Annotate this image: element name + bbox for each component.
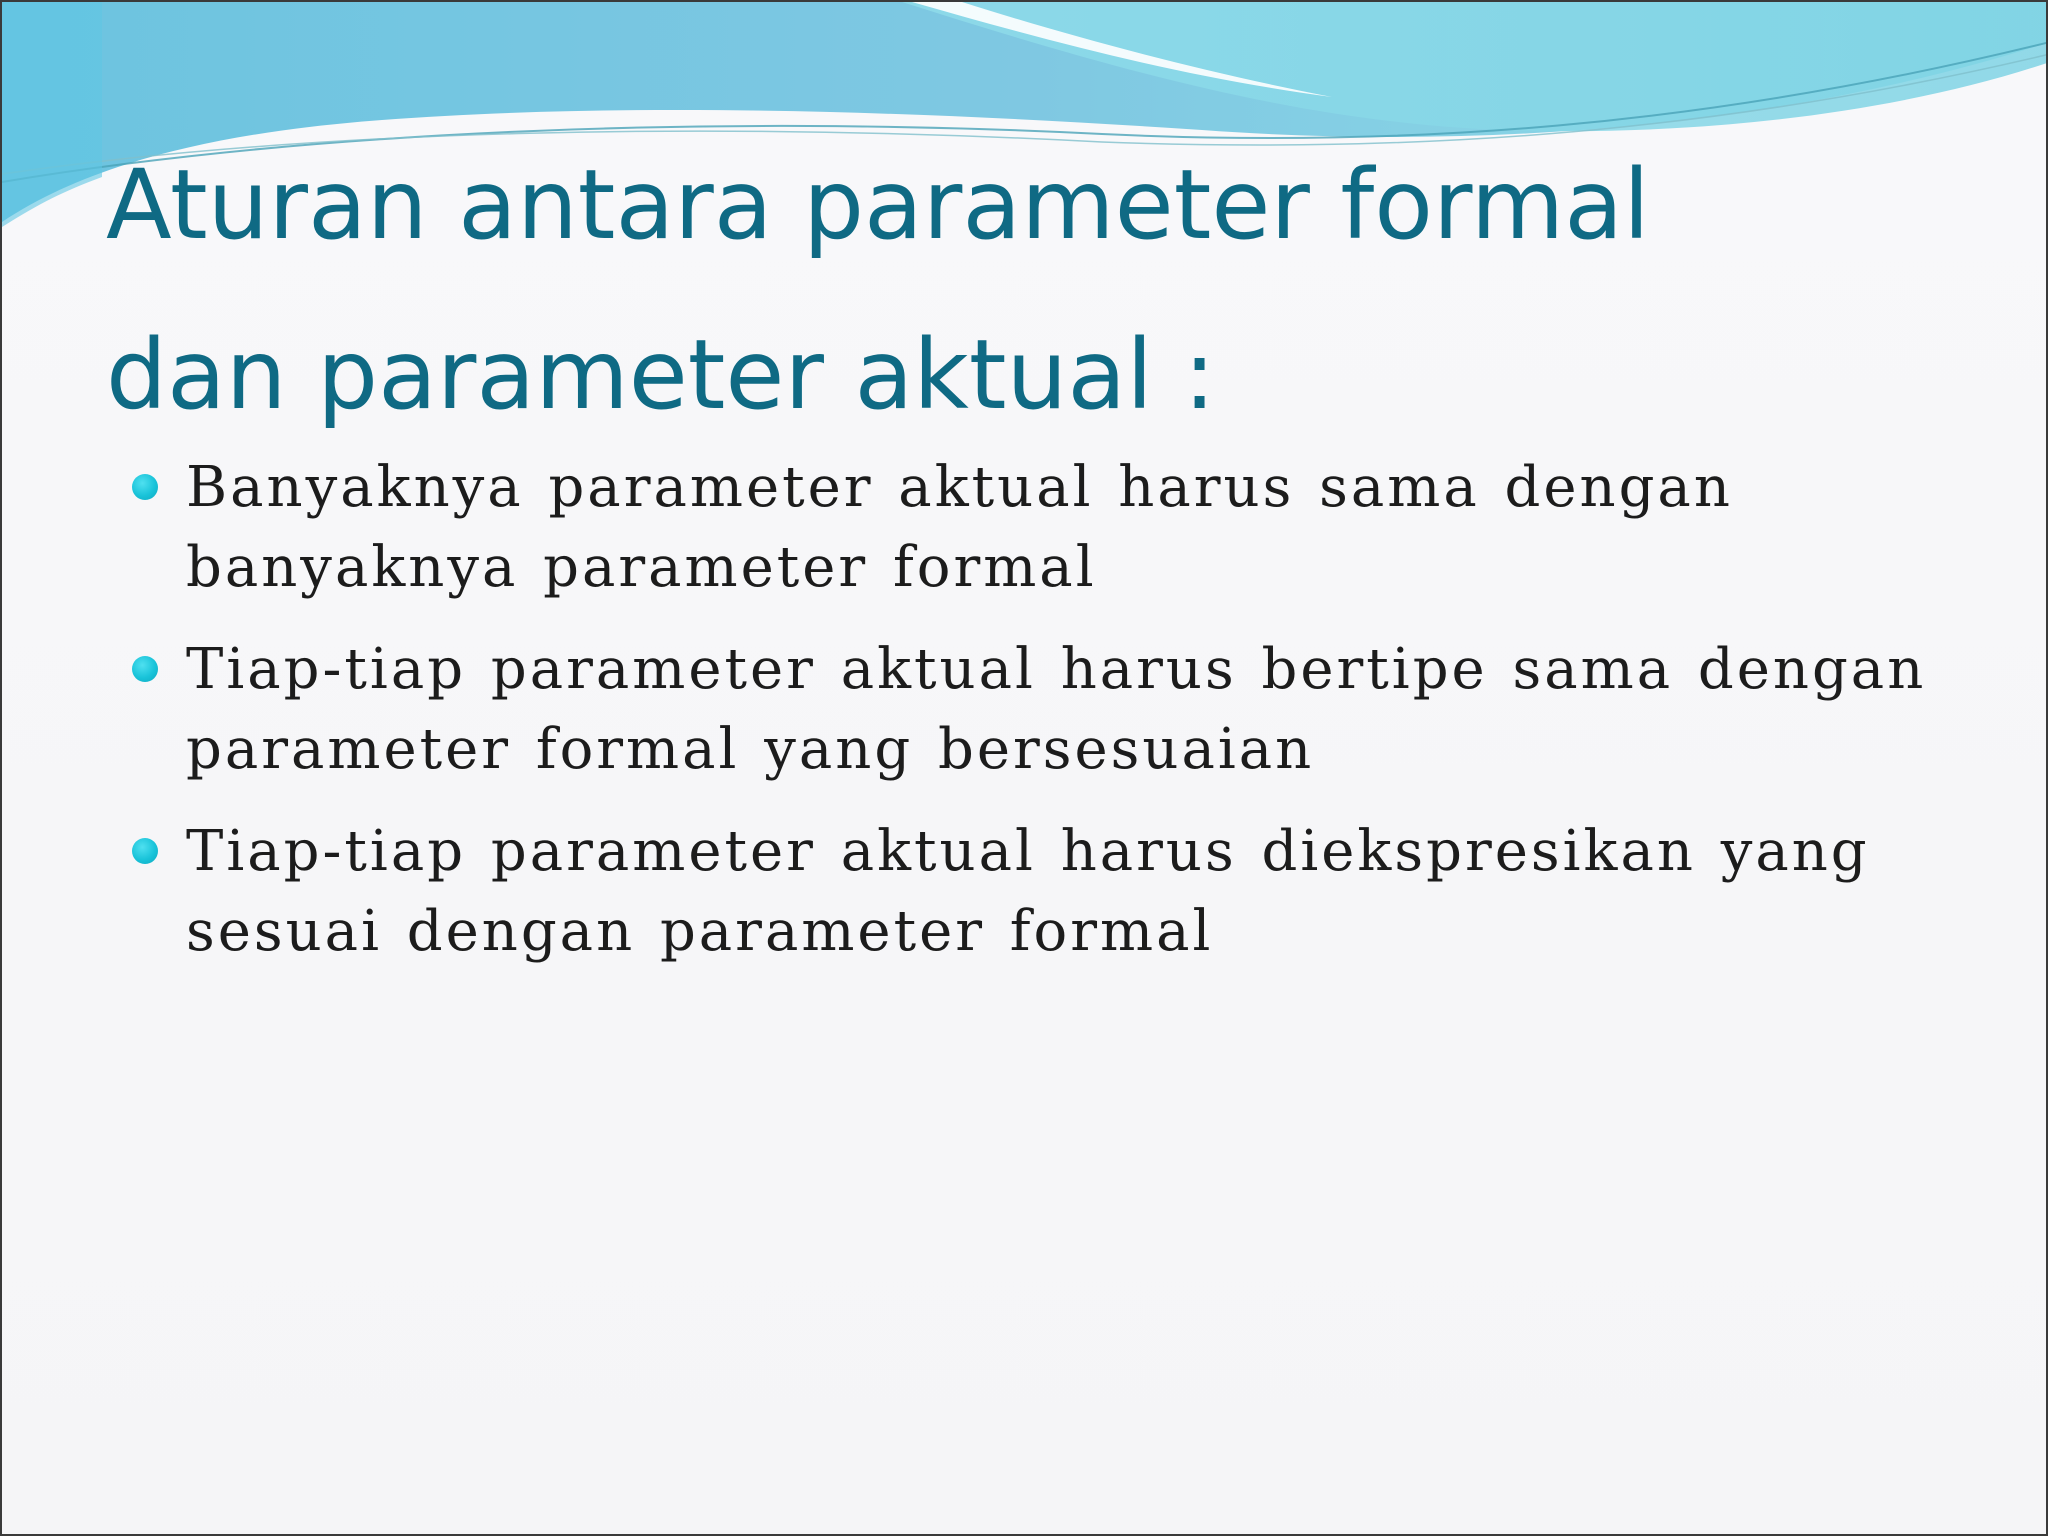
bullet-text-3a: Tiap-tiap parameter aktual harus diekspresikan yang — [186, 819, 1870, 884]
bullet-text-2b: parameter formal yang bersesuaian — [186, 717, 1315, 782]
bullet-item-2 — [128, 630, 1928, 790]
bullet-item-3 — [128, 812, 1928, 972]
bullet-dot-icon — [132, 474, 158, 500]
bullet-dot-icon — [132, 838, 158, 864]
bullet-text-1a: Banyaknya parameter aktual harus sama dengan — [186, 455, 1733, 520]
slide-title — [106, 120, 1966, 460]
bullet-list — [128, 448, 1928, 994]
slide-title-line2: dan parameter aktual : — [106, 319, 1216, 431]
bullet-text-1b: banyaknya parameter formal — [186, 535, 1097, 600]
slide-title-line1: Aturan antara parameter formal — [106, 149, 1650, 261]
bullet-dot-icon — [132, 656, 158, 682]
bullet-item-1 — [128, 448, 1928, 608]
bullet-text-2a: Tiap-tiap parameter aktual harus bertipe sama dengan — [186, 637, 1927, 702]
bullet-text-3b: sesuai dengan parameter formal — [186, 899, 1214, 964]
